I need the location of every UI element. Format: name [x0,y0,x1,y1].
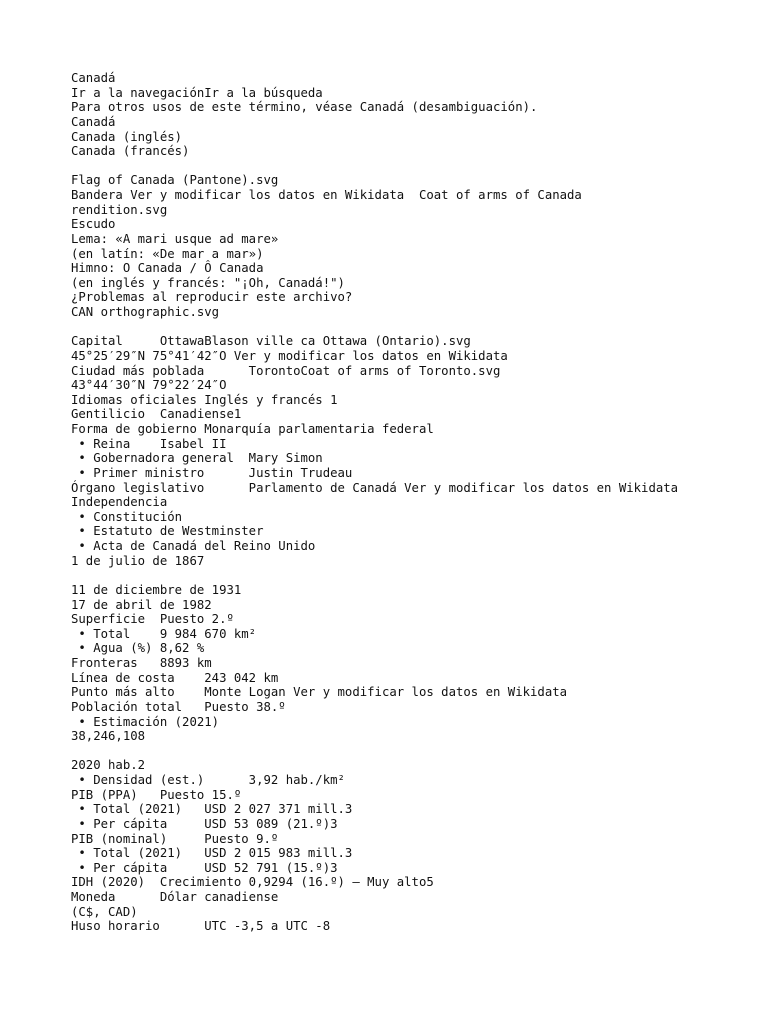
text-line: 2020 hab.2 [71,758,146,773]
text-line: Punto más alto Monte Logan Ver y modificar los datos en Wikidata [71,685,568,700]
text-line: • Total (2021) USD 2 015 983 mill.3 [71,846,353,861]
blank-line [71,744,761,759]
text-line: • Reina Isabel II [71,436,227,451]
text-line: (C$, CAD) [71,904,138,919]
text-line: Ir a la navegaciónIr a la búsqueda [71,85,323,100]
blank-line [71,159,761,174]
text-line: CAN orthographic.svg [71,305,220,319]
text-line: Fronteras 8893 km [71,656,212,670]
text-line: Canada (inglés) [71,129,183,144]
text-line: Capital OttawaBlason ville ca Ottawa (Ontario).svg [71,334,471,349]
text-line: 11 de diciembre de 1931 [71,582,242,597]
text-line: • Primer ministro Justin Trudeau [71,465,353,480]
text-line: Lema: «A mari usque ad mare» [71,231,279,246]
text-line: (en inglés y francés: "¡Oh, Canadá!") [71,275,345,290]
text-line: 43°44′30″N 79°22′24″O [71,378,227,393]
text-line: (en latín: «De mar a mar») [71,246,264,261]
text-line: • Acta de Canadá del Reino Unido [71,539,316,553]
text-line: Canadá [71,114,116,129]
text-line: • Estatuto de Westminster [71,524,264,539]
text-line: IDH (2020) Crecimiento 0,9294 (16.º) – Muy alto5 [71,875,434,890]
blank-line [71,320,761,335]
text-line: Escudo [71,217,116,232]
text-line: • Gobernadora general Mary Simon [71,451,323,466]
text-line: Ciudad más poblada TorontoCoat of arms of Toronto.svg [71,363,501,378]
text-line: Flag of Canada (Pantone).svg [71,173,279,188]
text-line: Superficie Puesto 2.º [71,612,234,627]
text-line: • Per cápita USD 52 791 (15.º)3 [71,860,338,875]
blank-line [71,568,761,583]
text-line: Gentilicio Canadiense1 [71,407,242,422]
text-line: 17 de abril de 1982 [71,597,212,612]
text-line: Idiomas oficiales Inglés y francés 1 [71,392,338,407]
text-line: PIB (PPA) Puesto 15.º [71,787,242,802]
text-line: • Total 9 984 670 km² [71,626,257,641]
text-line: • Densidad (est.) 3,92 hab./km² [71,773,345,787]
text-line: rendition.svg [71,202,168,217]
text-line: Moneda Dólar canadiense [71,890,279,904]
text-line: • Constitución [71,509,183,524]
text-line: Para otros usos de este término, véase Canadá (desambiguación). [71,100,538,115]
text-line: Órgano legislativo Parlamento de Canadá Ver y modificar los datos en Wikidata [71,480,679,495]
text-line: Independencia [71,495,168,510]
text-line: 1 de julio de 1867 [71,553,205,568]
text-line: • Estimación (2021) [71,714,220,729]
text-line: Canadá [71,71,116,85]
text-line: • Agua (%) 8,62 % [71,641,205,656]
text-line: • Total (2021) USD 2 027 371 mill.3 [71,802,353,817]
text-line: Población total Puesto 38.º [71,699,286,714]
text-line: Himno: O Canada / Ô Canada [71,261,264,276]
text-line: PIB (nominal) Puesto 9.º [71,831,279,846]
text-line: 45°25′29″N 75°41′42″O Ver y modificar los datos en Wikidata [71,348,508,363]
text-line: Línea de costa 243 042 km [71,670,279,685]
text-line: Forma de gobierno Monarquía parlamentaria federal [71,422,434,436]
text-line: • Per cápita USD 53 089 (21.º)3 [71,816,338,831]
text-line: Bandera Ver y modificar los datos en Wikidata Coat of arms of Canada [71,188,582,202]
text-line: ¿Problemas al reproducir este archivo? [71,290,353,305]
document-body [71,71,761,934]
text-line: 38,246,108 [71,729,146,744]
text-line: Canada (francés) [71,144,190,159]
text-line: Huso horario UTC -3,5 a UTC -8 [71,919,331,934]
